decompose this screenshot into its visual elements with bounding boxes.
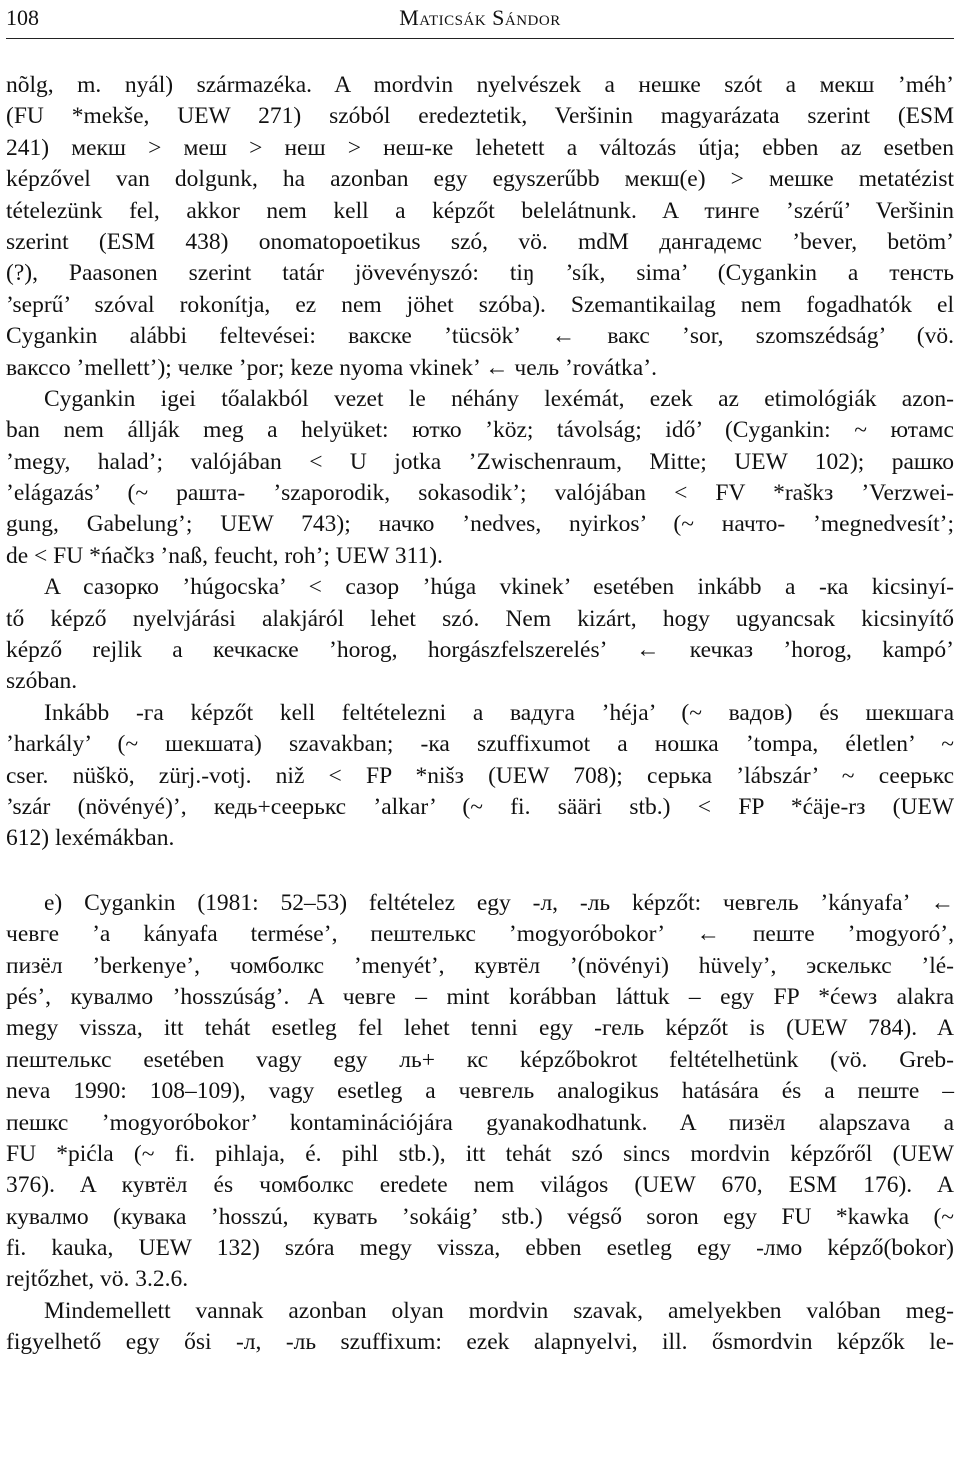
text-line: de < FU *ńačkз ’naß, feucht, roh’; UEW 311). bbox=[6, 542, 443, 569]
text-line: gung, Gabelung’; UEW 743); начко ’nedves, nyirkos’ (~ начто- ’megnedvesít’; bbox=[6, 511, 954, 538]
text-line: 241) мекш > меш > неш > неш-ке lehetett a változás útja; ebben az esetben bbox=[6, 134, 954, 161]
text-line: пизёл ’berkenye’, чомболкс ’menyét’, кувтёл ’(növényi) hüvely’, эскелькс ’lé- bbox=[6, 952, 954, 979]
text-line: ’seprű’ szóval rokonítja, ez nem jöhet szóba). Szemantikailag nem fogadhatók el bbox=[6, 291, 954, 318]
text-line: ban nem állják meg a helyüket: ютко ’köz; távolság; idő’ (Cygankin: ~ ютамс bbox=[6, 417, 954, 444]
text-line: чевге ’a kányafa termése’, пештелькс ’mogyoróbokor’ ← пеште ’mogyoró’, bbox=[6, 921, 954, 948]
text-line: пешкс ’mogyoróbokor’ kontaminációjára gyanakodhatunk. A пизёл alapszava a bbox=[6, 1109, 954, 1136]
text-line: FU *pićla (~ fi. pihlaja, é. pihl stb.), itt tehát szó sincs mordvin képzőről (UEW bbox=[6, 1140, 954, 1167]
text-line: (FU *mekše, UEW 271) szóból eredeztetik, Veršinin magyarázata szerint (ESM bbox=[6, 103, 954, 130]
text-line: e) Cygankin (1981: 52–53) feltételez egy -л, -ль képzőt: чевгель ’kányafa’ ← bbox=[44, 889, 954, 916]
section-gap bbox=[6, 855, 954, 888]
text-line: cser. nüškö, zürj.-votj. niž < FP *nišз (UEW 708); серька ’lábszár’ ~ сеерькс bbox=[6, 762, 954, 789]
text-line: szerint (ESM 438) onomatopoetikus szó, vö. mdM дангадемс ’bever, betöm’ bbox=[6, 228, 954, 255]
running-title: Maticsák Sándor bbox=[399, 5, 561, 30]
text-line: képzővel van dolgunk, ha azonban egy egyszerűbb мекш(е) > мешке metatézist bbox=[6, 166, 954, 193]
text-line: tő képző nyelvjárási alakjáról lehet szó. Nem kizárt, hogy ugyancsak kicsinyítő bbox=[6, 605, 954, 632]
text-line: Inkább -га képzőt kell feltételezni a вадуга ’héja’ (~ вадов) és шекшага bbox=[44, 699, 954, 726]
page-number: 108 bbox=[6, 5, 39, 30]
text-line: ’szár (növényé)’, кедь+сеерькс ’alkar’ (~ fi. sääri stb.) < FP *ćäje-rз (UEW bbox=[6, 793, 954, 820]
text-line: пештелькс esetében vagy egy ль+ кс képzőbokrot feltételhetünk (vö. Greb- bbox=[6, 1046, 954, 1073]
text-line: neva 1990: 108–109), vagy esetleg a чевгель analogikus hatására és a пеште – bbox=[6, 1078, 954, 1105]
text-line: ’megy, halad’; valójában < U jotka ’Zwischenraum, Mitte; UEW 102); рашко bbox=[6, 448, 954, 475]
text-line: pés’, кувалмо ’hosszúság’. A чевге – mint korábban láttuk – egy FP *ćewз alakra bbox=[6, 983, 954, 1010]
text-line: Mindemellett vannak azonban olyan mordvin szavak, amelyekben valóban meg- bbox=[44, 1297, 954, 1324]
body-text bbox=[6, 70, 954, 1359]
text-line: Cygankin alábbi feltevései: вакске ’tücsök’ ← вакс ’sor, szomszédság’ (vö. bbox=[6, 323, 954, 350]
text-line: ’harkály’ (~ шекшата) szavakban; -ка szuffixumot a ношка ’tompa, életlen’ ~ bbox=[6, 731, 954, 758]
text-line: A сазорко ’húgocska’ < сазор ’húga vkinek’ esetében inkább a -ка kicsinyí- bbox=[44, 574, 954, 601]
text-line: fi. kauka, UEW 132) szóra megy vissza, ebben esetleg egy -лмо képző(bokor) bbox=[6, 1235, 954, 1262]
text-line: 612) lexémákban. bbox=[6, 825, 175, 852]
text-line: Cygankin igei tőalakból vezet le néhány lexémát, ezek az etimológiák azon- bbox=[44, 385, 954, 412]
text-line: megy vissza, itt tehát esetleg fel lehet tenni egy -гель képzőt is (UEW 784). A bbox=[6, 1015, 954, 1042]
text-line: (?), Paasonen szerint tatár jövevényszó: tiŋ ’sík, sima’ (Cygankin a тенсть bbox=[6, 260, 954, 287]
text-line: rejtőzhet, vö. 3.2.6. bbox=[6, 1266, 189, 1293]
text-line: figyelhető egy ősi -л, -ль szuffixum: ezek alapnyelvi, ill. ősmordvin képzők le- bbox=[6, 1329, 954, 1356]
text-line: képző rejlik a кечкаске ’horog, horgászfelszerelés’ ← кечказ ’horog, kampó’ bbox=[6, 637, 954, 664]
text-line: 376). A кувтёл és чомболкс eredete nem világos (UEW 670, ESM 176). A bbox=[6, 1172, 954, 1199]
text-line: tételezünk fel, akkor nem kell a képzőt belelátnunk. A тинге ’szérű’ Veršinin bbox=[6, 197, 954, 224]
running-header bbox=[6, 0, 954, 39]
text-line: ’elágazás’ (~ рашта- ’szaporodik, sokasodik’; valójában < FV *raškз ’Verzwei- bbox=[6, 480, 954, 507]
text-line: вакссо ’mellett’); челке ’por; keze nyoma vkinek’ ← чель ’rovátka’. bbox=[6, 354, 657, 381]
text-line: nõlg, m. nyál) származéka. A mordvin nyelvészek a нешке szót a мекш ’méh’ bbox=[6, 72, 954, 98]
text-line: szóban. bbox=[6, 668, 78, 695]
text-line: кувалмо (кувака ’hosszú, кувать ’sokáig’ stb.) végső soron egy FU *kawka (~ bbox=[6, 1203, 954, 1230]
